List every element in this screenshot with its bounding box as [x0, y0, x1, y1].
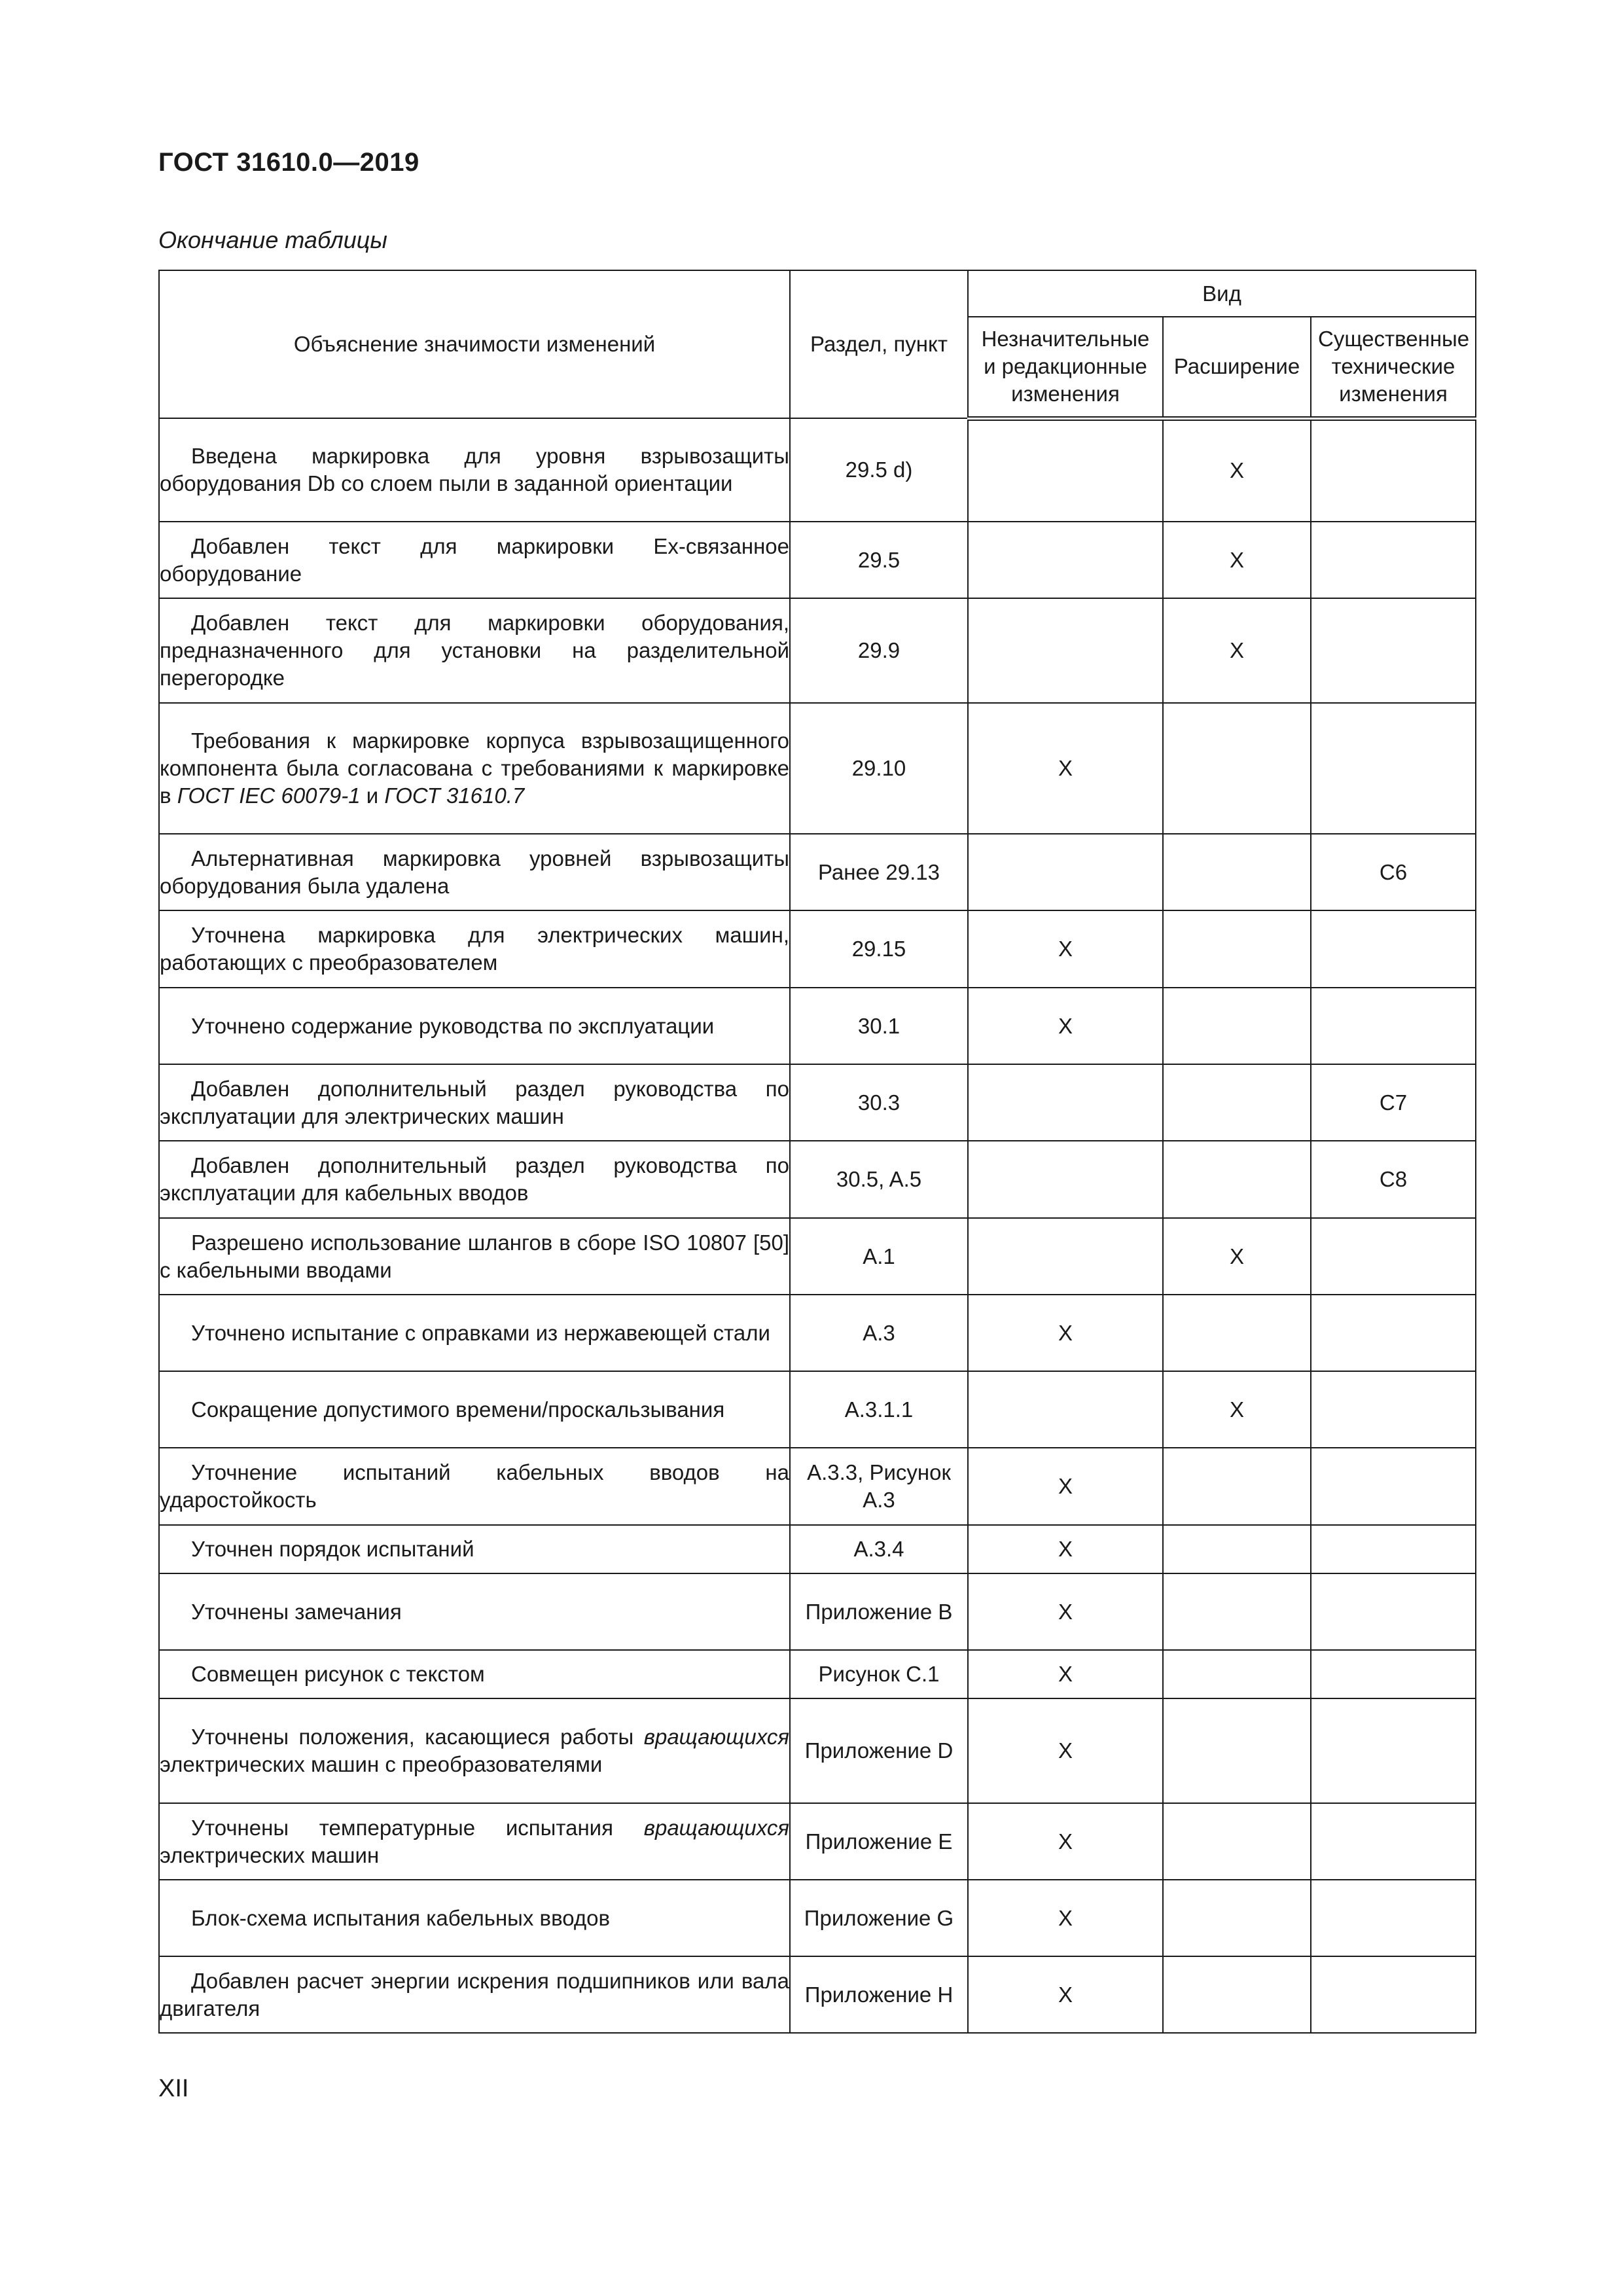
extension-mark	[1163, 703, 1311, 834]
change-description: Совмещен рисунок с текстом	[159, 1650, 790, 1698]
extension-mark	[1163, 1956, 1311, 2033]
section-ref: 29.5	[790, 522, 968, 598]
section-ref: 30.5, A.5	[790, 1141, 968, 1218]
major-change-mark	[1311, 1448, 1476, 1525]
table-caption: Окончание таблицы	[158, 226, 387, 253]
table-row	[159, 1448, 1476, 1525]
change-description: Альтернативная маркировка уровней взрывозащиты оборудования была удалена	[159, 834, 790, 910]
section-ref: 29.10	[790, 703, 968, 834]
major-change-mark	[1311, 1880, 1476, 1956]
table-row	[159, 1698, 1476, 1803]
extension-mark: X	[1163, 1371, 1311, 1448]
change-description: Уточнен порядок испытаний	[159, 1525, 790, 1573]
header-description: Объяснение значимости изменений	[159, 270, 790, 418]
changes-table	[158, 270, 1476, 2034]
table-row	[159, 1880, 1476, 1956]
change-description: Разрешено использование шлангов в сборе ISO 10807 [50] с кабельными вводами	[159, 1218, 790, 1295]
minor-change-mark: X	[968, 910, 1163, 988]
minor-change-mark	[968, 1064, 1163, 1141]
table-row	[159, 1650, 1476, 1698]
document-title: ГОСТ 31610.0—2019	[158, 148, 419, 177]
change-description: Добавлен текст для маркировки Ex-связанное оборудование	[159, 522, 790, 598]
table-row	[159, 522, 1476, 598]
section-ref: 29.9	[790, 598, 968, 703]
major-change-mark	[1311, 598, 1476, 703]
table-row	[159, 834, 1476, 910]
table-row	[159, 1064, 1476, 1141]
header-type-group: Вид	[968, 270, 1476, 317]
change-description: Уточнение испытаний кабельных вводов на ударостойкость	[159, 1448, 790, 1525]
table-row	[159, 598, 1476, 703]
extension-mark	[1163, 1141, 1311, 1218]
major-change-mark	[1311, 1525, 1476, 1573]
change-description: Уточнены положения, касающиеся работы вращающихся электрических машин с преобразователями	[159, 1698, 790, 1803]
major-change-mark: C6	[1311, 834, 1476, 910]
table-row	[159, 703, 1476, 834]
minor-change-mark: X	[968, 1525, 1163, 1573]
section-ref: A.1	[790, 1218, 968, 1295]
section-ref: A.3.1.1	[790, 1371, 968, 1448]
section-ref: A.3	[790, 1295, 968, 1371]
change-description: Добавлен расчет энергии искрения подшипников или вала двигателя	[159, 1956, 790, 2033]
major-change-mark	[1311, 522, 1476, 598]
change-description: Уточнены замечания	[159, 1573, 790, 1650]
table-row	[159, 910, 1476, 988]
table-row	[159, 988, 1476, 1064]
section-ref: 29.5 d)	[790, 418, 968, 522]
table-body	[159, 418, 1476, 2033]
minor-change-mark: X	[968, 1880, 1163, 1956]
extension-mark	[1163, 1803, 1311, 1880]
table-row	[159, 1525, 1476, 1573]
extension-mark	[1163, 1698, 1311, 1803]
minor-change-mark	[968, 1218, 1163, 1295]
major-change-mark	[1311, 1573, 1476, 1650]
major-change-mark: C7	[1311, 1064, 1476, 1141]
major-change-mark	[1311, 988, 1476, 1064]
minor-change-mark: X	[968, 1956, 1163, 2033]
major-change-mark	[1311, 1956, 1476, 2033]
extension-mark: X	[1163, 418, 1311, 522]
header-minor-changes: Незначительные и редакционные изменения	[968, 317, 1163, 418]
change-description: Уточнено испытание с оправками из нержавеющей стали	[159, 1295, 790, 1371]
change-description: Добавлен текст для маркировки оборудования, предназначенного для установки на разделительной перегородке	[159, 598, 790, 703]
minor-change-mark: X	[968, 988, 1163, 1064]
page-number: XII	[158, 2075, 189, 2102]
major-change-mark	[1311, 910, 1476, 988]
minor-change-mark	[968, 1141, 1163, 1218]
extension-mark	[1163, 1295, 1311, 1371]
minor-change-mark	[968, 418, 1163, 522]
minor-change-mark	[968, 834, 1163, 910]
major-change-mark	[1311, 703, 1476, 834]
extension-mark	[1163, 988, 1311, 1064]
change-description: Уточнены температурные испытания вращающихся электрических машин	[159, 1803, 790, 1880]
table-row	[159, 1371, 1476, 1448]
table-row	[159, 1956, 1476, 2033]
change-description: Добавлен дополнительный раздел руководства по эксплуатации для электрических машин	[159, 1064, 790, 1141]
change-description: Блок-схема испытания кабельных вводов	[159, 1880, 790, 1956]
table-row	[159, 1295, 1476, 1371]
header-section: Раздел, пункт	[790, 270, 968, 418]
change-description: Требования к маркировке корпуса взрывозащищенного компонента была согласована с требованиями к маркировке в ГОСТ IEC 60079-1 и ГОСТ 31610.7	[159, 703, 790, 834]
section-ref: Приложение D	[790, 1698, 968, 1803]
section-ref: 30.3	[790, 1064, 968, 1141]
minor-change-mark	[968, 522, 1163, 598]
major-change-mark	[1311, 1295, 1476, 1371]
extension-mark	[1163, 1525, 1311, 1573]
major-change-mark	[1311, 1371, 1476, 1448]
major-change-mark	[1311, 418, 1476, 522]
change-description: Сокращение допустимого времени/проскальзывания	[159, 1371, 790, 1448]
extension-mark: X	[1163, 522, 1311, 598]
section-ref: Ранее 29.13	[790, 834, 968, 910]
header-extension: Расширение	[1163, 317, 1311, 418]
minor-change-mark: X	[968, 1573, 1163, 1650]
minor-change-mark	[968, 598, 1163, 703]
extension-mark	[1163, 834, 1311, 910]
extension-mark	[1163, 1880, 1311, 1956]
extension-mark	[1163, 1064, 1311, 1141]
table-row	[159, 418, 1476, 522]
major-change-mark	[1311, 1803, 1476, 1880]
extension-mark	[1163, 1573, 1311, 1650]
extension-mark	[1163, 910, 1311, 988]
minor-change-mark: X	[968, 1698, 1163, 1803]
minor-change-mark: X	[968, 703, 1163, 834]
section-ref: 29.15	[790, 910, 968, 988]
major-change-mark	[1311, 1698, 1476, 1803]
minor-change-mark: X	[968, 1295, 1163, 1371]
extension-mark: X	[1163, 598, 1311, 703]
section-ref: Приложение E	[790, 1803, 968, 1880]
change-description: Добавлен дополнительный раздел руководства по эксплуатации для кабельных вводов	[159, 1141, 790, 1218]
section-ref: Приложение B	[790, 1573, 968, 1650]
extension-mark: X	[1163, 1218, 1311, 1295]
change-description: Уточнена маркировка для электрических машин, работающих с преобразователем	[159, 910, 790, 988]
change-description: Введена маркировка для уровня взрывозащиты оборудования Db со слоем пыли в заданной ориентации	[159, 418, 790, 522]
extension-mark	[1163, 1448, 1311, 1525]
section-ref: Приложение H	[790, 1956, 968, 2033]
minor-change-mark: X	[968, 1448, 1163, 1525]
table-row	[159, 1573, 1476, 1650]
section-ref: Приложение G	[790, 1880, 968, 1956]
change-description: Уточнено содержание руководства по эксплуатации	[159, 988, 790, 1064]
section-ref: A.3.4	[790, 1525, 968, 1573]
header-major-changes: Существенные технические изменения	[1311, 317, 1476, 418]
section-ref: A.3.3, Рисунок A.3	[790, 1448, 968, 1525]
minor-change-mark: X	[968, 1803, 1163, 1880]
major-change-mark: C8	[1311, 1141, 1476, 1218]
major-change-mark	[1311, 1218, 1476, 1295]
major-change-mark	[1311, 1650, 1476, 1698]
minor-change-mark	[968, 1371, 1163, 1448]
minor-change-mark: X	[968, 1650, 1163, 1698]
table-row	[159, 1141, 1476, 1218]
extension-mark	[1163, 1650, 1311, 1698]
section-ref: 30.1	[790, 988, 968, 1064]
table-row	[159, 1218, 1476, 1295]
section-ref: Рисунок C.1	[790, 1650, 968, 1698]
table-row	[159, 1803, 1476, 1880]
